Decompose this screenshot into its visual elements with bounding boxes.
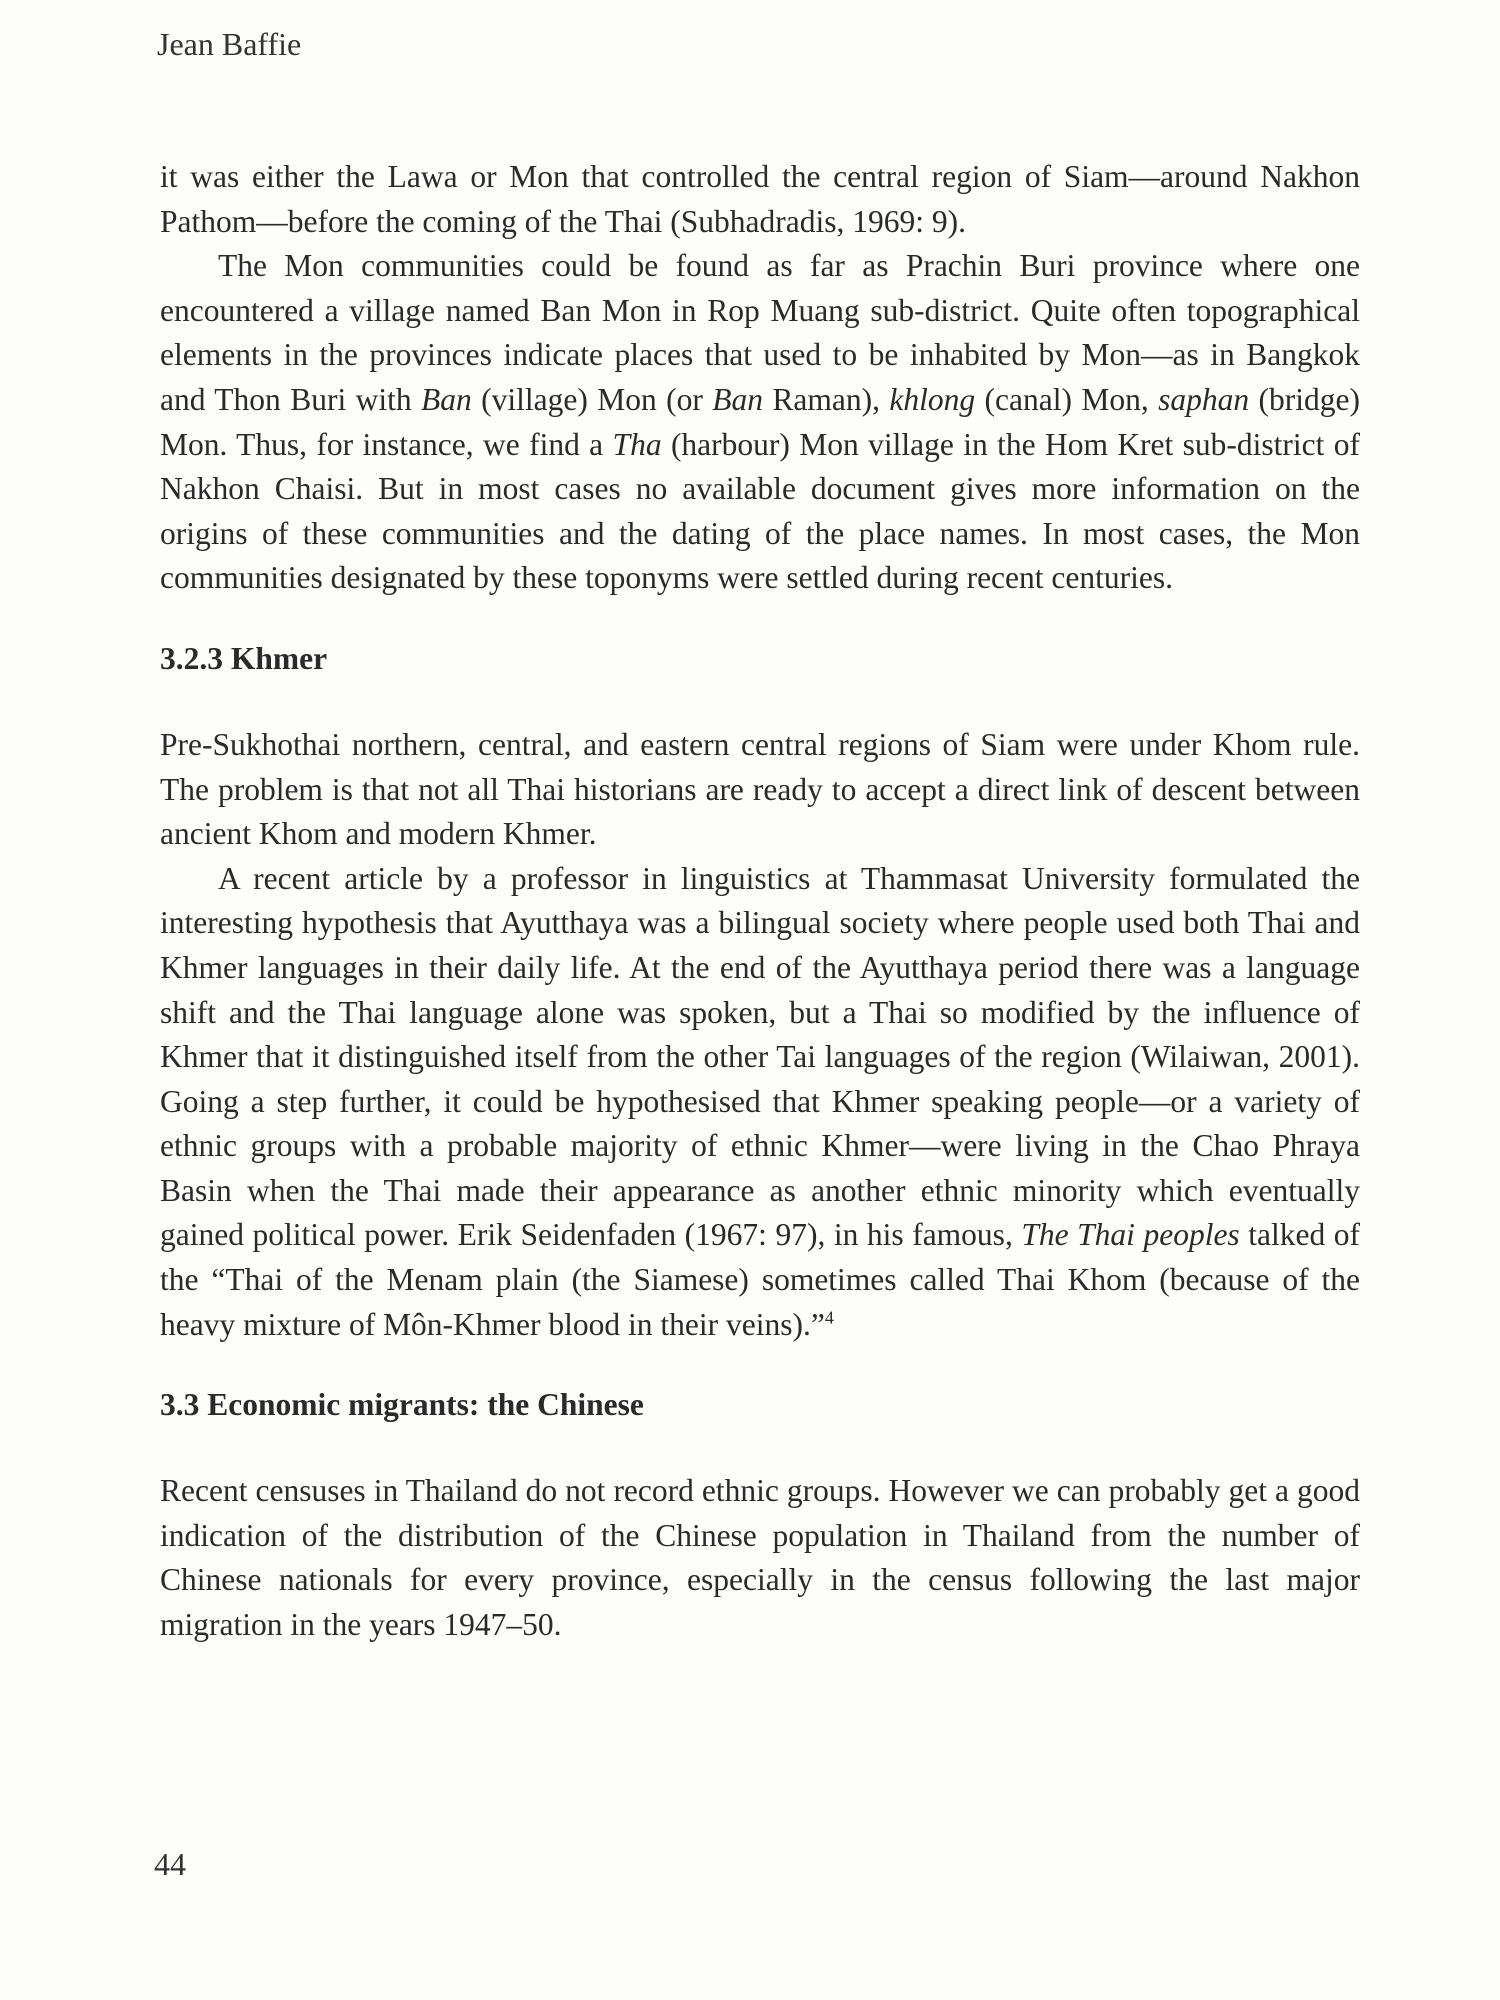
- section-heading: 3.2.3 Khmer: [160, 640, 328, 676]
- text-run: (bridge) Mon. Thus, for instance, we find a: [160, 381, 1361, 462]
- italic-term: Tha: [612, 426, 662, 462]
- text-run: Raman),: [763, 381, 890, 417]
- italic-term: Ban: [712, 381, 764, 417]
- text-run: (village) Mon (or: [471, 381, 713, 417]
- text-run: talked of the “Thai of the Menam plain (the Siamese) sometimes called Thai Khom (because of the heavy mixture of Môn-Khmer blood in their veins).”: [160, 1217, 1360, 1342]
- italic-term: saphan: [1158, 381, 1250, 417]
- spacer: [160, 601, 1360, 637]
- footnote-reference[interactable]: 4: [824, 1307, 834, 1328]
- section-heading: 3.3 Economic migrants: the Chinese: [160, 1387, 644, 1423]
- paragraph: Pre-Sukhothai northern, central, and eastern central regions of Siam were under Khom rule. The problem is that not all Thai historians are ready to accept a direct link of descent between ancient Khom and modern Khmer.: [160, 726, 1360, 852]
- text-run: (canal) Mon,: [975, 381, 1159, 417]
- running-head: Jean Baffie: [157, 26, 302, 62]
- spacer: [160, 1347, 1360, 1383]
- text-run: (harbour) Mon village in the Hom Kret sub-district of Nakhon Chaisi. But in most cases no available document gives more information on the origins of these communities and the dating of the place names. In most cases, the Mon communities designated by these toponyms were settled during recent centuries.: [160, 426, 1360, 596]
- spacer: [160, 681, 1360, 723]
- italic-term: khlong: [889, 381, 976, 417]
- page-body: [160, 155, 1360, 1648]
- paragraph: [160, 857, 1360, 1348]
- spacer: [160, 1427, 1360, 1469]
- paragraph: [160, 244, 1360, 601]
- text-run: The Mon communities could be found as far as Prachin Buri province where one encountered a village named Ban Mon in Rop Muang sub-district. Quite often topographical elements in the provinces indicate places that used to be inhabited by Mon—as in Bangkok and Thon Buri with: [160, 248, 1360, 417]
- paragraph: Recent censuses in Thailand do not record ethnic groups. However we can probably get a good indication of the distribution of the Chinese population in Thailand from the number of Chinese nationals for every province, especially in the census following the last major migration in the years 1947–50.: [160, 1473, 1360, 1643]
- text-run: A recent article by a professor in linguistics at Thammasat University formulated the interesting hypothesis that Ayutthaya was a bilingual society where people used both Thai and Khmer languages in their daily life. At the end of the Ayutthaya period there was a language shift and the Thai language alone was spoken, but a Thai so modified by the influence of Khmer that it distinguished itself from the other Tai languages of the region (Wilaiwan, 2001). Going a step further, it could be hypothesised that Khmer speaking people—or a variety of ethnic groups with a probable majority of ethnic Khmer—were living in the Chao Phraya Basin when the Thai made their appearance as another ethnic minority which eventually gained political power. Erik Seidenfaden (1967: 97), in his famous,: [160, 860, 1360, 1253]
- italic-term: Ban: [421, 381, 472, 417]
- paragraph: it was either the Lawa or Mon that controlled the central region of Siam—around Nakhon Pathom—before the coming of the Thai (Subhadradis, 1969: 9).: [160, 159, 1360, 239]
- italic-title: The Thai peoples: [1021, 1217, 1240, 1253]
- page-number: 44: [154, 1846, 186, 1882]
